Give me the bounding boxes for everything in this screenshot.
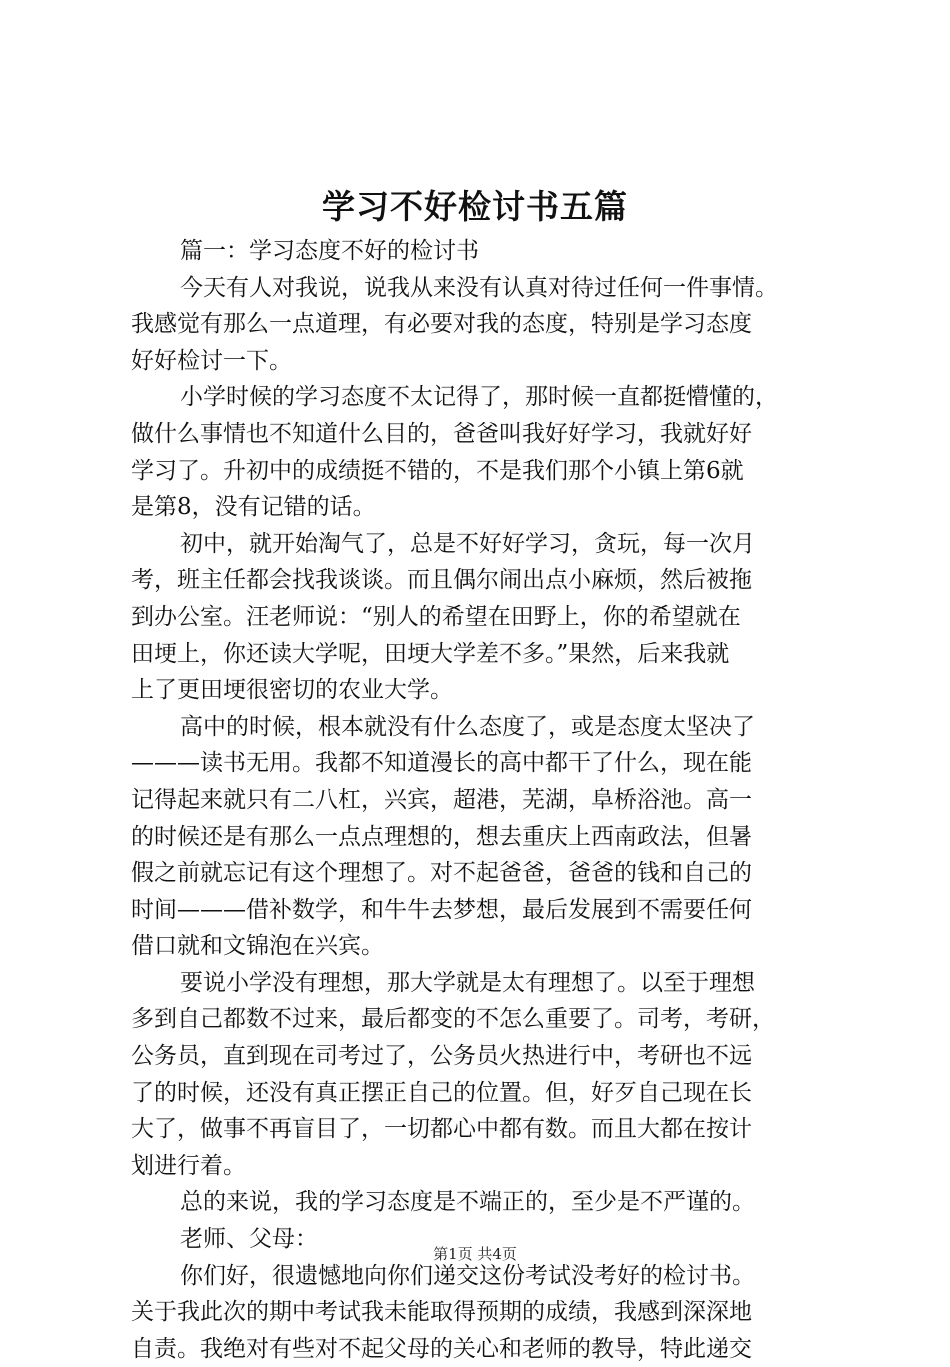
body-line: 学习了。升初中的成绩挺不错的，不是我们那个小镇上第6就 (131, 457, 744, 484)
body-line: 初中，就开始淘气了，总是不好好学习，贪玩，每一次月 (180, 530, 755, 557)
body-line: 好好检讨一下。 (131, 347, 292, 374)
body-line: 老师、父母： (180, 1226, 318, 1253)
body-line: 公务员，直到现在司考过了，公务员火热进行中，考研也不远 (131, 1043, 752, 1070)
body-line: 了的时候，还没有真正摆正自己的位置。但，好歹自己现在长 (131, 1079, 752, 1106)
document-title: 学习不好检讨书五篇 (322, 187, 628, 226)
body-line: 考，班主任都会找我谈谈。而且偶尔闹出点小麻烦，然后被拖 (131, 567, 752, 594)
page-footer: 第1页 共4页 (433, 1245, 517, 1263)
body-line: 到办公室。汪老师说：“别人的希望在田野上，你的希望就在 (131, 603, 741, 630)
body-line: 做什么事情也不知道什么目的，爸爸叫我好好学习，我就好好 (131, 420, 752, 447)
body-line: 时间———借补数学，和牛牛去梦想，最后发展到不需要任何 (131, 896, 752, 923)
body-line: 要说小学没有理想，那大学就是太有理想了。以至于理想 (180, 969, 755, 996)
body-line: 总的来说，我的学习态度是不端正的，至少是不严谨的。 (180, 1189, 755, 1216)
body-line: ———读书无用。我都不知道漫长的高中都干了什么，现在能 (131, 750, 752, 777)
body-line: 多到自己都数不过来，最后都变的不怎么重要了。司考，考研， (131, 1006, 775, 1033)
body-line: 我感觉有那么一点道理，有必要对我的态度，特别是学习态度 (131, 311, 752, 338)
body-line: 自责。我绝对有些对不起父母的关心和老师的教导，特此递交 (131, 1335, 752, 1362)
body-line: 田埂上，你还读大学呢，田埂大学差不多。”果然，后来我就 (131, 640, 730, 667)
body-line: 篇一：学习态度不好的检讨书 (180, 238, 479, 264)
body-line: 上了更田埂很密切的农业大学。 (131, 677, 453, 704)
body-line: 假之前就忘记有这个理想了。对不起爸爸，爸爸的钱和自己的 (131, 860, 752, 887)
body-line: 划进行着。 (131, 1152, 246, 1179)
body-line: 记得起来就只有二八杠，兴宾，超港，芜湖，阜桥浴池。高一 (131, 786, 752, 813)
body-line: 高中的时候，根本就没有什么态度了，或是态度太坚决了 (180, 713, 755, 740)
body-line: 你们好，很遗憾地向你们递交这份考试没考好的检讨书。 (180, 1262, 755, 1289)
body-line: 借口就和文锦泡在兴宾。 (131, 933, 384, 960)
body-line: 是第8，没有记错的话。 (131, 494, 376, 521)
document-body (131, 233, 855, 1367)
body-line: 大了，做事不再盲目了，一切都心中都有数。而且大都在按计 (131, 1116, 752, 1143)
body-line: 今天有人对我说，说我从来没有认真对待过任何一件事情。 (180, 274, 778, 301)
body-line: 的时候还是有那么一点点理想的，想去重庆上西南政法，但暑 (131, 823, 752, 850)
body-line: 小学时候的学习态度不太记得了，那时候一直都挺懵懂的， (180, 384, 778, 411)
body-line: 关于我此次的期中考试我未能取得预期的成绩，我感到深深地 (131, 1299, 752, 1326)
